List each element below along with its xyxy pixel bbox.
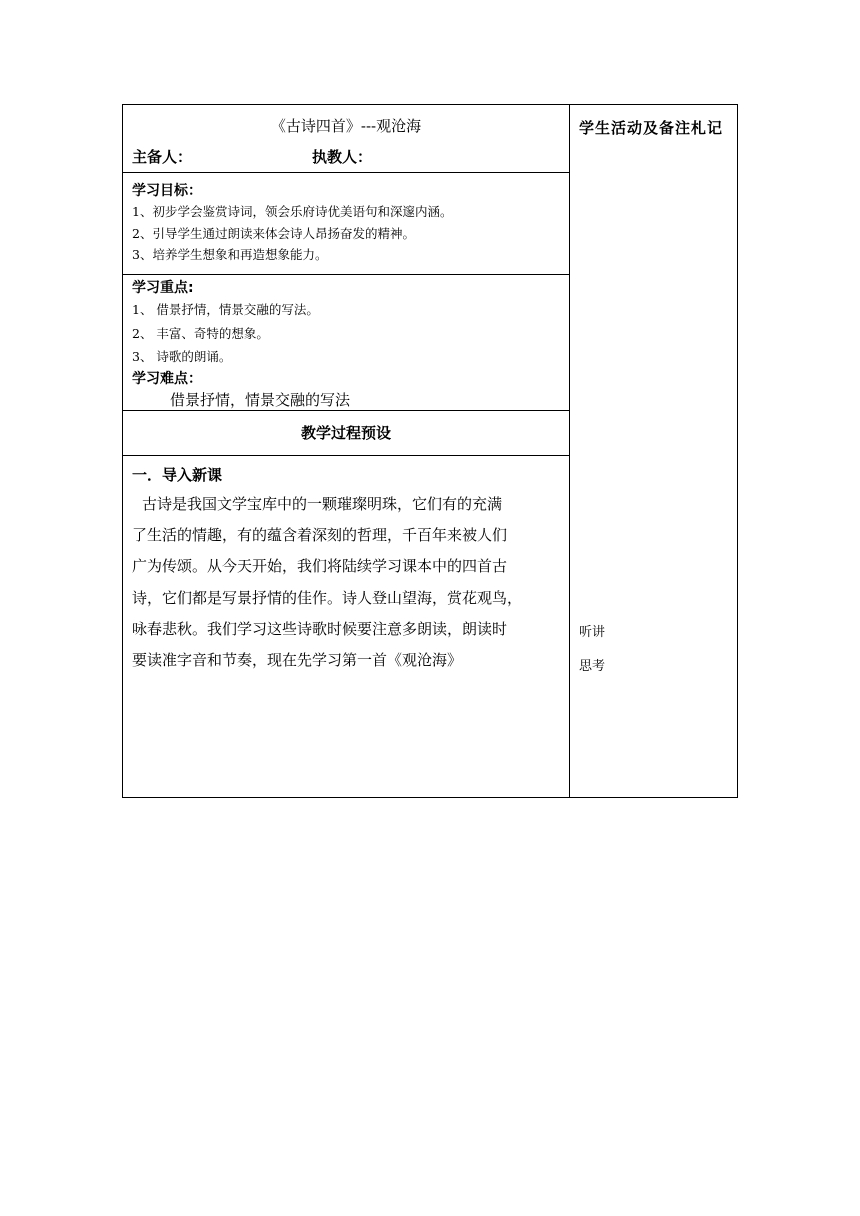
intro-paragraph-line: 古诗是我国文学宝库中的一颗璀璨明珠，它们有的充满 bbox=[142, 495, 503, 513]
lesson-plan-table bbox=[122, 104, 738, 798]
intro-paragraph-line: 诗，它们都是写景抒情的佳作。诗人登山望海，赏花观鸟， bbox=[132, 588, 523, 607]
learning-difficulty-heading: 学习难点： bbox=[132, 370, 202, 387]
goal-item: 3、培养学生想象和再造想象能力。 bbox=[132, 247, 328, 262]
learning-goals-cell bbox=[123, 173, 569, 275]
teaching-process-heading: 教学过程预设 bbox=[123, 411, 569, 456]
focus-item: 3、 诗歌的朗诵。 bbox=[132, 349, 232, 364]
focus-item: 2、 丰富、奇特的想象。 bbox=[132, 325, 269, 341]
lesson-title: 《古诗四首》---观沧海 bbox=[270, 117, 422, 135]
preparer-label: 主备人： bbox=[132, 148, 193, 166]
intro-section-cell bbox=[123, 456, 569, 797]
learning-focus-heading: 学习重点: bbox=[132, 280, 194, 296]
goal-item: 1、初步学会鉴赏诗词，领会乐府诗优美语句和深邃内涵。 bbox=[132, 204, 453, 219]
side-note-think: 思考 bbox=[579, 659, 606, 674]
learning-focus-cell bbox=[123, 275, 569, 411]
intro-paragraph-line: 了生活的情趣，有的蕴含着深刻的哲理，千百年来被人们 bbox=[132, 526, 508, 545]
focus-item: 1、 借景抒情，情景交融的写法。 bbox=[132, 302, 319, 317]
teacher-label: 执教人： bbox=[312, 148, 373, 166]
main-column bbox=[123, 105, 570, 797]
learning-goals-heading: 学习目标： bbox=[132, 183, 202, 199]
intro-paragraph-line: 咏春悲秋。我们学习这些诗歌时候要注意多朗读，朗读时 bbox=[132, 619, 508, 638]
goal-item: 2、引导学生通过朗读来体会诗人昂扬奋发的精神。 bbox=[132, 225, 415, 241]
header-cell bbox=[123, 105, 569, 173]
student-activity-column bbox=[570, 105, 737, 797]
intro-paragraph-line: 要读准字音和节奏，现在先学习第一首《观沧海》 bbox=[132, 651, 463, 670]
student-activity-heading: 学生活动及备注札记 bbox=[579, 119, 724, 137]
intro-heading: 一．导入新课 bbox=[132, 466, 223, 484]
intro-paragraph-line: 广为传颂。从今天开始，我们将陆续学习课本中的四首古 bbox=[132, 557, 508, 576]
learning-difficulty-text: 借景抒情，情景交融的写法 bbox=[170, 390, 351, 409]
side-note-listen: 听讲 bbox=[579, 625, 606, 640]
